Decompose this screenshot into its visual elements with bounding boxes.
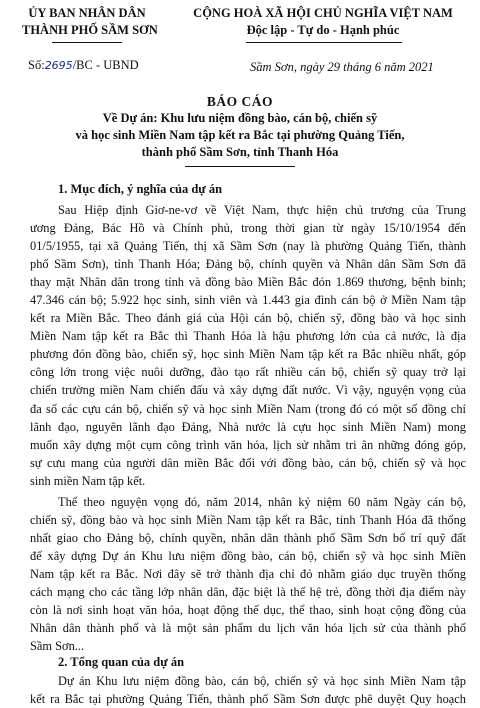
paragraph-line: Thể theo nguyện vọng đó, năm 2014, nhân kỷ niệm 60 năm Ngày cán bộ,	[58, 495, 466, 509]
report-subject-line3: thành phố Sầm Sơn, tỉnh Thanh Hóa	[141, 145, 339, 159]
national-title: CỘNG HOÀ XÃ HỘI CHỦ NGHĨA VIỆT NAM	[193, 6, 453, 20]
paragraph-line: kết ra Miền Bắc. Theo đánh giá của Hội cán bộ, chiến sỹ, đồng bào và học sinh	[30, 311, 466, 326]
paragraph-line: chiến trường miền Nam chiến đấu và xây dựng đất nước. Vì vậy, nguyện vọng của	[30, 383, 466, 398]
paragraph-line: Sau Hiệp định Giơ-ne-vơ về Việt Nam, thực hiện chủ trương của Trung	[58, 203, 466, 217]
paragraph-line: Dự án Khu lưu niệm đồng bào, cán bộ, chiến sỹ và học sinh Miền Nam tập	[58, 674, 466, 688]
paragraph-line: ương Đảng, Bác Hồ và Chính phủ, trong thời gian từ ngày 15/10/1954 đến	[30, 221, 466, 236]
motto-underline	[246, 42, 402, 43]
national-motto: Độc lập - Tự do - Hạnh phúc	[246, 23, 400, 37]
paragraph-line: 01/5/1955, tại xã Quảng Tiến, thị xã Sầm Sơn (nay là phường Quảng Tiến, thành	[30, 239, 466, 254]
agency-name-line1: ỦY BAN NHÂN DÂN	[28, 6, 146, 20]
paragraph-line: 47.346 cán bộ; 5.922 học sinh, sinh viên và 1.443 gia đình cán bộ ở Miền Nam tập	[30, 293, 466, 308]
paragraph-line: nhất giao cho Đảng bộ, chính quyền, nhân dân thành phố Sầm Sơn bố trí quỹ đất	[30, 531, 466, 546]
paragraph-line: chiến sỹ, đồng bào và học sinh Miền Nam tập kết ra Bắc, tỉnh Thanh Hóa đã thống	[30, 513, 466, 528]
paragraph-line: muốn xây dựng một cụm công trình văn hóa, lịch sử nhằm tri ân những đóng góp,	[30, 437, 466, 452]
paragraph-line: Nhân dân thành phố và là một sản phẩm du lịch văn hóa lịch sử của thành phố	[30, 621, 466, 636]
section2-heading: 2. Tổng quan của dự án	[58, 655, 185, 669]
place-date: Sầm Sơn, ngày 29 tháng 6 năm 2021	[250, 60, 434, 74]
report-title: BÁO CÁO	[206, 94, 274, 109]
report-subject-line1: Về Dự án: Khu lưu niệm đồng bào, cán bộ, chiến sỹ	[102, 111, 378, 125]
document-number	[28, 58, 139, 73]
agency-name-line2: THÀNH PHỐ SẦM SƠN	[22, 23, 158, 37]
paragraph-line: phương đón đồng bào, chiến sỹ, học sinh Miền Nam tập kết ra Bắc nhiều nhất, góp	[30, 347, 466, 362]
paragraph-line: còn là nơi sinh hoạt văn hóa, hoạt động thể dục, thể thao, sinh hoạt cộng đồng của	[30, 603, 466, 618]
number-suffix: /BC - UBND	[72, 58, 139, 72]
paragraph-line: thay mặt Nhân dân trong tỉnh và đồng bào Miền Bắc đón 1.869 thương, bệnh binh;	[30, 275, 466, 290]
paragraph-line: cách mạng cho các tầng lớp nhân dân, đặc biệt là thế hệ trẻ, đồng thời địa điểm này	[30, 585, 466, 600]
paragraph-line: phố Sầm Sơn), tỉnh Thanh Hóa; Đảng bộ, chính quyền và Nhân dân Sầm Sơn đã	[30, 257, 466, 272]
title-underline	[185, 166, 295, 167]
paragraph-line: Miền Nam tập kết ra Bắc thì Thanh Hóa là hậu phương lớn của cả nước, là địa	[30, 329, 466, 344]
handwritten-number: 2695	[44, 59, 73, 72]
report-subject-line2: và học sinh Miền Nam tập kết ra Bắc tại phường Quảng Tiến,	[75, 128, 405, 142]
paragraph-line: Sầm Sơn...	[30, 639, 85, 654]
section1-paragraph2	[30, 493, 466, 655]
paragraph-line: lãnh đạo, nguyên lãnh đạo Đảng, Nhà nước là cựu học sinh Miền Nam) mong	[30, 419, 466, 434]
section1-heading: 1. Mục đích, ý nghĩa của dự án	[58, 182, 223, 196]
section2-paragraph1	[30, 672, 466, 708]
paragraph-line: kết ra Bắc tại phường Quảng Tiến, thành phố Sầm Sơn được phê duyệt Quy hoạch	[30, 692, 466, 707]
paragraph-line: Nam tập kết ra Bắc. Nơi đây sẽ trở thành địa chỉ đỏ nhằm giáo dục truyền thống	[30, 567, 466, 582]
agency-underline	[52, 42, 122, 43]
section1-paragraph1	[30, 201, 466, 490]
paragraph-line: sinh miền Nam tập kết.	[30, 473, 146, 488]
paragraph-line: đa số các cựu cán bộ, chiến sỹ và học sinh Miền Nam (trong đó có một số đồng chí	[30, 401, 466, 416]
paragraph-line: sự cưu mang của người dân miền Bắc đối với đồng bào, cán bộ, chiến sỹ và học	[30, 455, 466, 470]
number-prefix: Số:	[28, 58, 45, 72]
paragraph-line: công lớn trong việc nuôi dưỡng, đào tạo rất nhiều cán bộ, chiến sỹ quay trở lại	[30, 365, 466, 380]
paragraph-line: để xây dựng Dự án Khu lưu niệm đồng bào, cán bộ, chiến sỹ và học sinh Miền	[30, 549, 466, 564]
